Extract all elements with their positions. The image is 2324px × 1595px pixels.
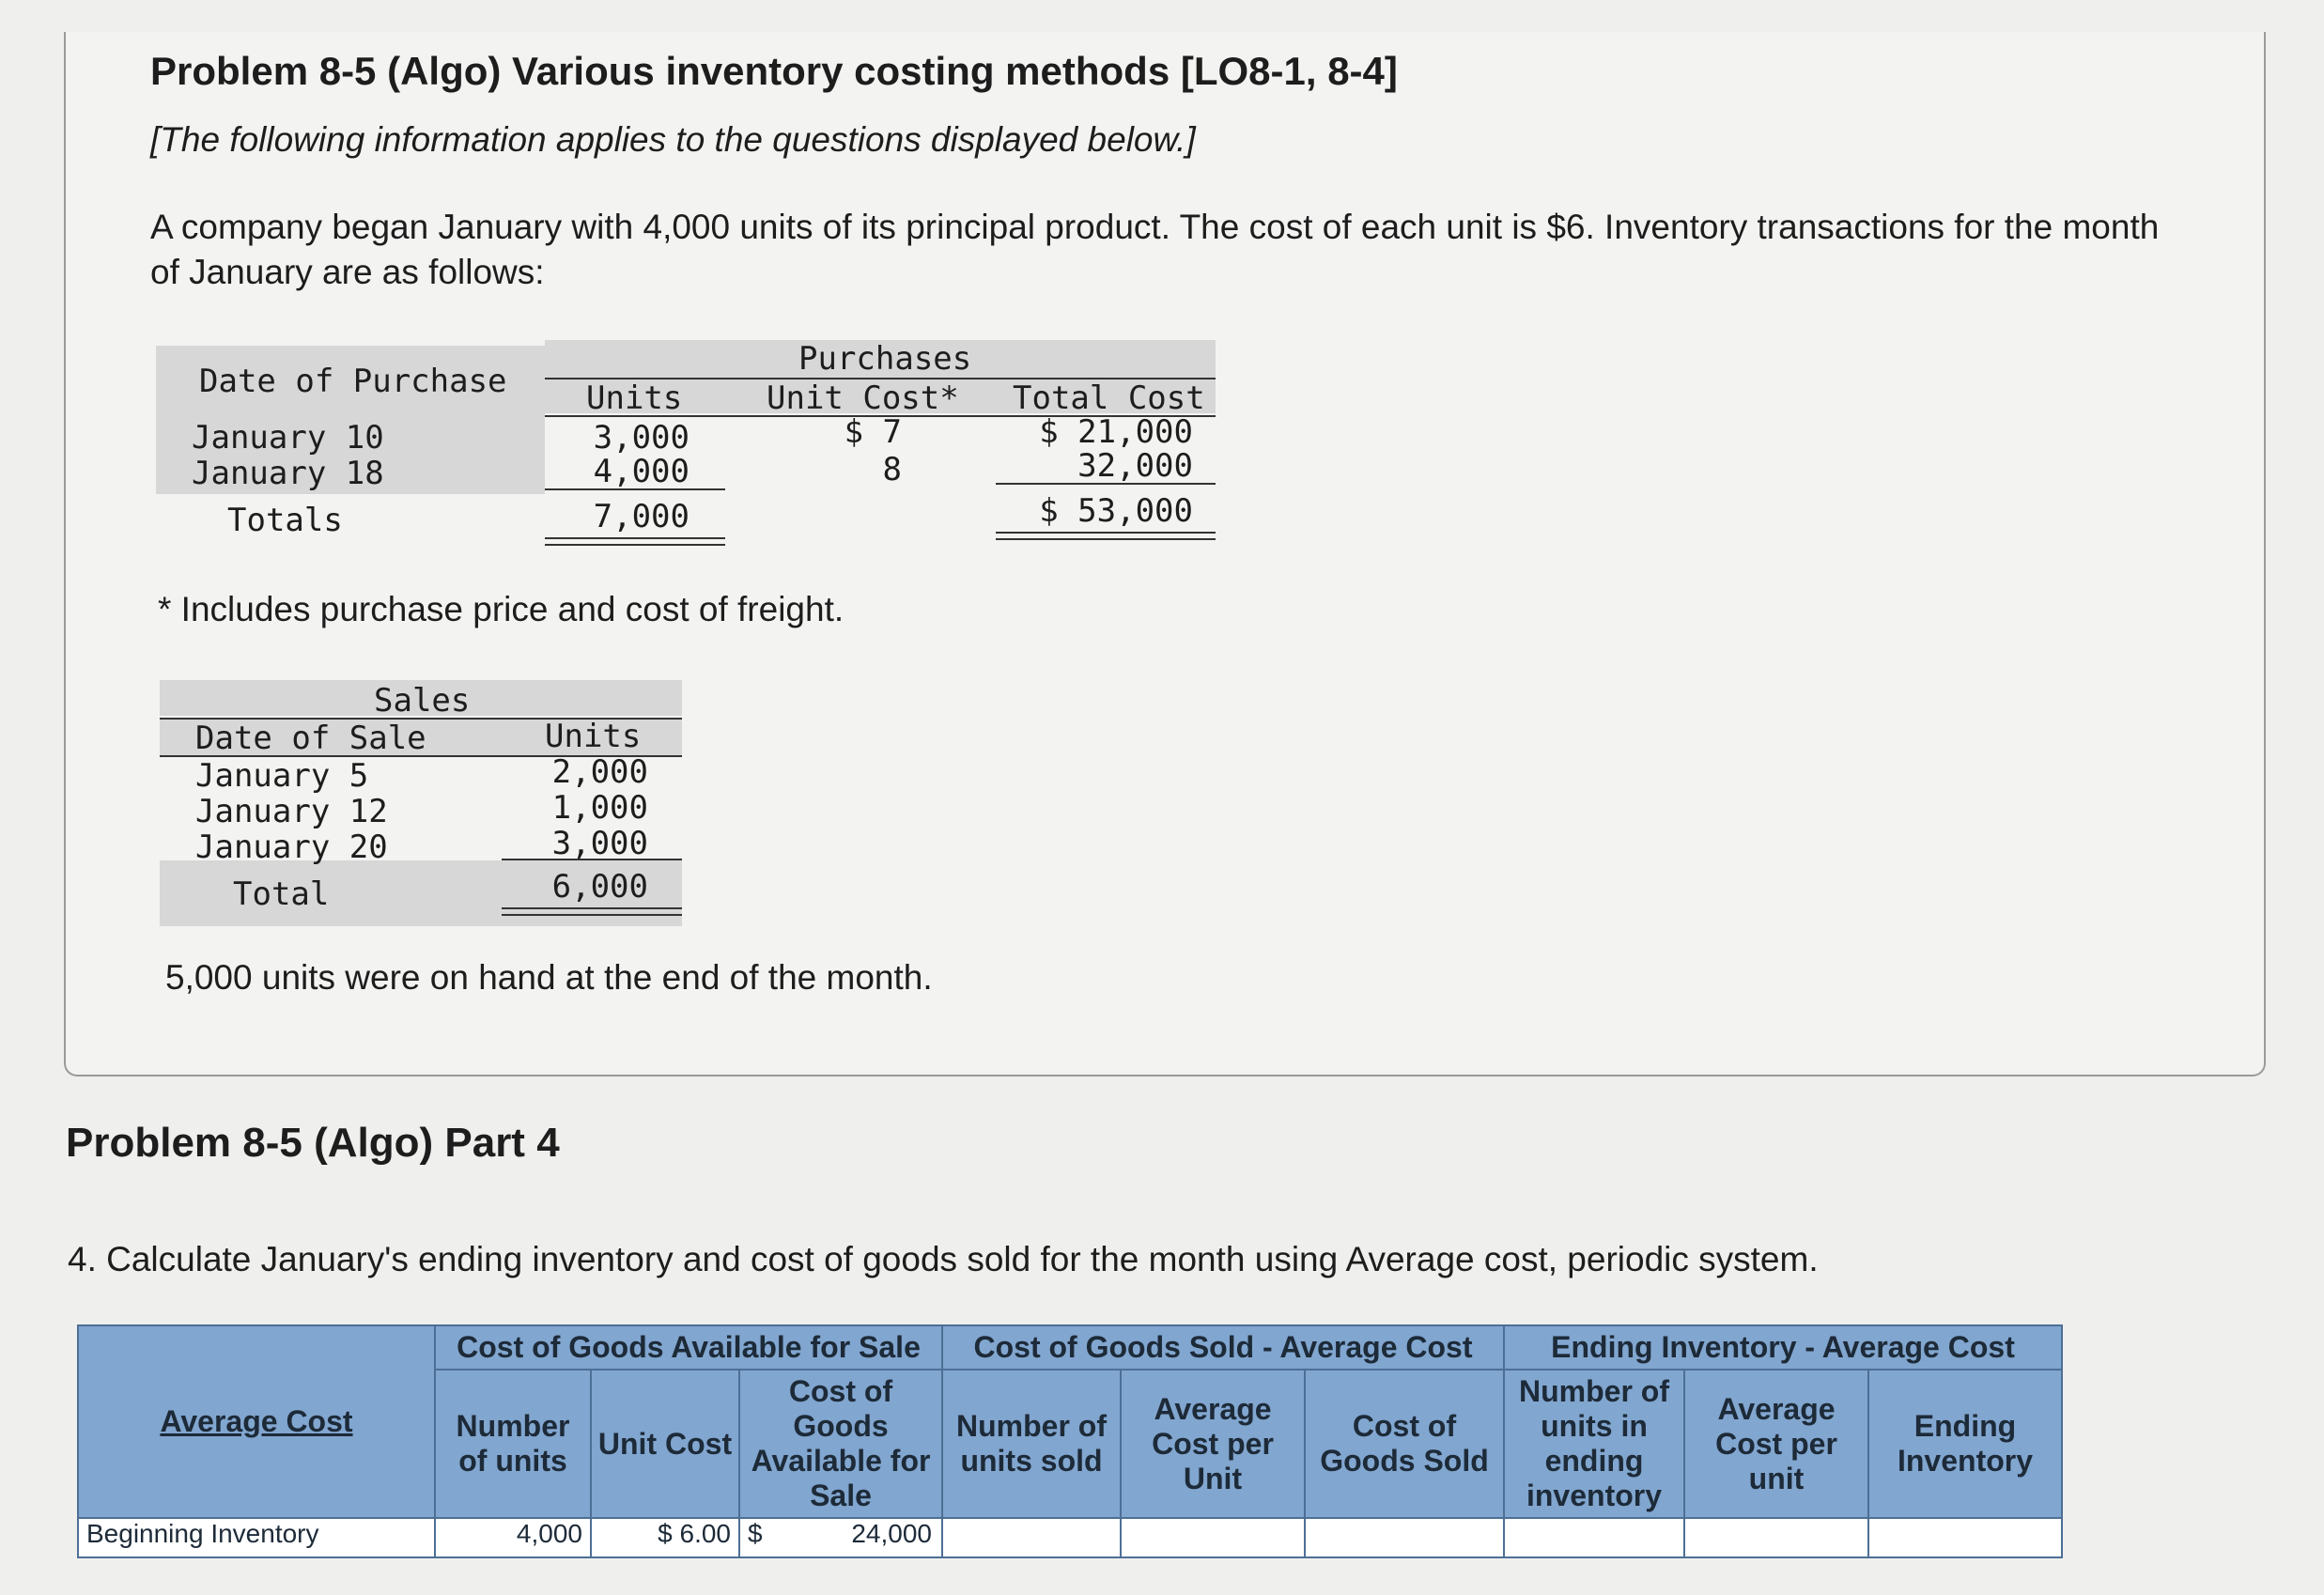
col-cost-of-goods-available: Cost of Goods Available for Sale bbox=[739, 1370, 942, 1518]
sale-row-date: January 20 bbox=[195, 828, 388, 866]
col-average-cost-per-unit: Average Cost per Unit bbox=[1121, 1370, 1305, 1518]
purchase-totals-total-cost: $ 53,000 bbox=[1039, 492, 1193, 530]
intro-note: [The following information applies to the questions displayed below.] bbox=[150, 120, 1196, 159]
group-header-cogs: Cost of Goods Sold - Average Cost bbox=[942, 1325, 1504, 1370]
purchase-row-date: January 10 bbox=[192, 419, 384, 457]
sale-row-date: January 12 bbox=[195, 793, 388, 830]
average-cost-header: Average Cost bbox=[78, 1325, 435, 1518]
col-average-cost-per-unit-ei: Average Cost per unit bbox=[1684, 1370, 1868, 1518]
beginning-cogas-value: 24,000 bbox=[851, 1519, 932, 1548]
ending-inventory-input[interactable] bbox=[1868, 1518, 2062, 1557]
question-text: 4. Calculate January's ending inventory and cost of goods sold for the month using Average cost, periodic system. bbox=[68, 1240, 1819, 1278]
units-on-hand-note: 5,000 units were on hand at the end of the month. bbox=[165, 958, 933, 997]
purchase-date-header: Date of Purchase bbox=[199, 363, 507, 400]
table-row bbox=[78, 1518, 2062, 1557]
footnote: * Includes purchase price and cost of freight. bbox=[158, 590, 844, 628]
purchase-units-header: Units bbox=[586, 379, 683, 417]
problem-description: A company began January with 4,000 units of its principal product. The cost of each unit is $6. Inventory transactions for the month of January are as follows: bbox=[150, 208, 2160, 291]
sale-row-units: 2,000 bbox=[551, 753, 648, 791]
purchases-group-header: Purchases bbox=[798, 340, 972, 378]
sale-row-units: 1,000 bbox=[551, 789, 648, 827]
avg-cost-per-unit-input[interactable] bbox=[1121, 1518, 1305, 1557]
col-number-of-units: Number of units bbox=[435, 1370, 591, 1518]
purchase-row-unit-cost: $ 7 bbox=[844, 413, 902, 451]
part-title: Problem 8-5 (Algo) Part 4 bbox=[66, 1120, 560, 1166]
purchase-total-cost-header: Total Cost bbox=[1013, 379, 1205, 417]
sale-row-date: January 5 bbox=[195, 757, 369, 795]
beginning-cogas-cell bbox=[739, 1518, 942, 1557]
sales-total-label: Total bbox=[233, 875, 330, 913]
cogs-input[interactable] bbox=[1305, 1518, 1504, 1557]
purchase-row-total-cost: $ 21,000 bbox=[1039, 413, 1193, 451]
purchase-row-units: 3,000 bbox=[593, 419, 689, 457]
col-units-in-ending-inventory: Number of units in ending inventory bbox=[1504, 1370, 1684, 1518]
group-header-ending-inventory: Ending Inventory - Average Cost bbox=[1504, 1325, 2062, 1370]
beginning-unit-cost-value: $ 6.00 bbox=[591, 1518, 739, 1557]
purchase-unit-cost-header: Unit Cost* bbox=[767, 379, 959, 417]
col-ending-inventory: Ending Inventory bbox=[1868, 1370, 2062, 1518]
sales-group-header: Sales bbox=[374, 682, 471, 720]
currency-symbol: $ bbox=[748, 1519, 763, 1548]
sales-total-units: 6,000 bbox=[551, 868, 648, 906]
purchase-row-unit-cost: 8 bbox=[882, 451, 902, 488]
sale-units-header: Units bbox=[545, 718, 642, 755]
ending-avg-cost-input[interactable] bbox=[1684, 1518, 1868, 1557]
average-cost-table bbox=[77, 1324, 2063, 1558]
sale-date-header: Date of Sale bbox=[195, 720, 426, 757]
col-cost-of-goods-sold: Cost of Goods Sold bbox=[1305, 1370, 1504, 1518]
problem-title: Problem 8-5 (Algo) Various inventory costing methods [LO8-1, 8-4] bbox=[150, 49, 1398, 93]
group-header-cogas: Cost of Goods Available for Sale bbox=[435, 1325, 942, 1370]
sale-row-units: 3,000 bbox=[551, 825, 648, 862]
units-sold-input[interactable] bbox=[942, 1518, 1121, 1557]
beginning-units-value: 4,000 bbox=[435, 1518, 591, 1557]
purchase-row-units: 4,000 bbox=[593, 453, 689, 490]
col-unit-cost: Unit Cost bbox=[591, 1370, 739, 1518]
col-number-of-units-sold: Number of units sold bbox=[942, 1370, 1121, 1518]
purchase-row-date: January 18 bbox=[192, 455, 384, 492]
purchase-row-total-cost: 32,000 bbox=[1077, 447, 1193, 485]
row-label-beginning-inventory: Beginning Inventory bbox=[78, 1518, 435, 1557]
purchase-totals-label: Totals bbox=[227, 502, 343, 539]
ending-units-input[interactable] bbox=[1504, 1518, 1684, 1557]
purchase-totals-units: 7,000 bbox=[593, 498, 689, 535]
